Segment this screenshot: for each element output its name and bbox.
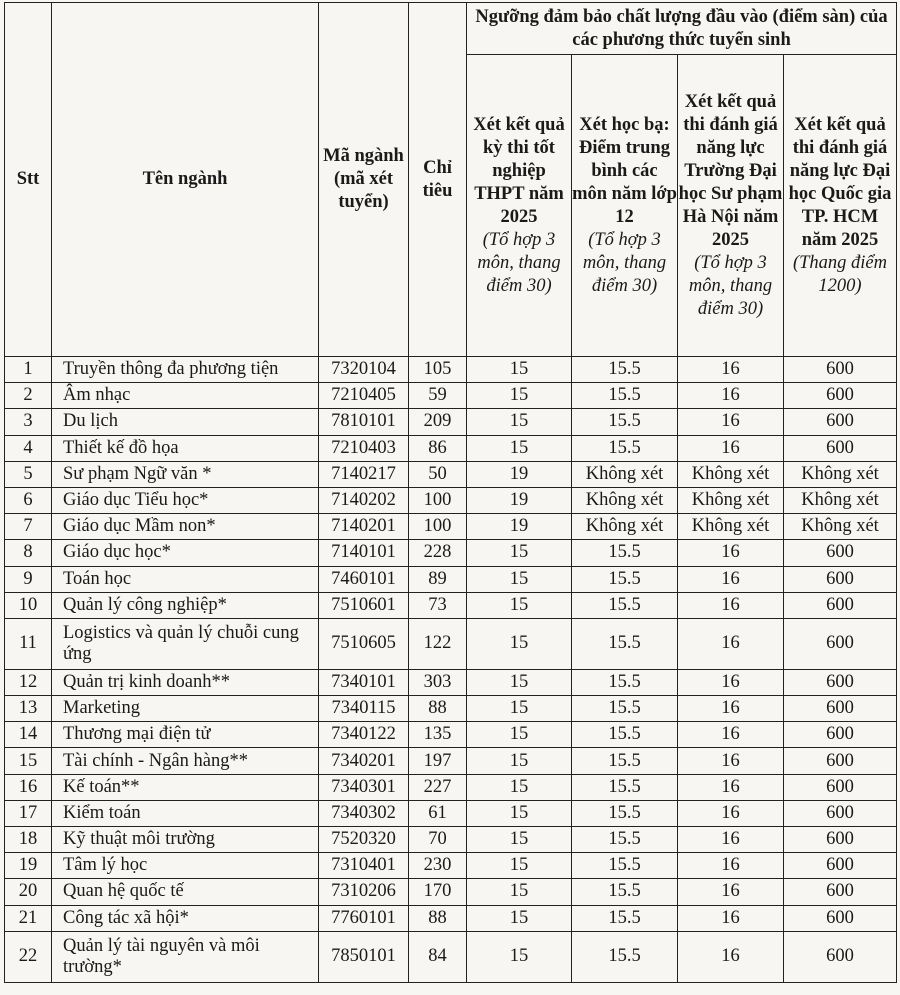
- table-row: [5, 722, 897, 748]
- cell-dgnl-hcm: 600: [784, 435, 897, 461]
- cell-thpt: 15: [467, 827, 572, 853]
- cell-major-code: 7340201: [319, 748, 409, 774]
- table-header: [5, 3, 897, 357]
- header-major-name: Tên ngành: [52, 3, 319, 357]
- cell-dgnl-hcm: 600: [784, 409, 897, 435]
- cell-dgnl-hcm: 600: [784, 905, 897, 931]
- cell-hoc-ba: 15.5: [572, 905, 678, 931]
- table-row: [5, 748, 897, 774]
- cell-major-code: 7210405: [319, 383, 409, 409]
- method-note: (Tổ hợp 3 môn, thang điểm 30): [688, 252, 773, 319]
- table-row: [5, 592, 897, 618]
- cell-dgnl-sp-hn: Không xét: [678, 487, 784, 513]
- cell-major-code: 7140101: [319, 540, 409, 566]
- cell-major-code: 7520320: [319, 827, 409, 853]
- cell-stt: 5: [5, 461, 52, 487]
- cell-major-name: Quản lý công nghiệp*: [52, 592, 319, 618]
- cell-dgnl-sp-hn: 16: [678, 540, 784, 566]
- cell-stt: 6: [5, 487, 52, 513]
- cell-major-name: Truyền thông đa phương tiện: [52, 357, 319, 383]
- cell-dgnl-sp-hn: 16: [678, 696, 784, 722]
- cell-dgnl-sp-hn: 16: [678, 722, 784, 748]
- cell-quota: 197: [409, 748, 467, 774]
- cell-hoc-ba: 15.5: [572, 357, 678, 383]
- cell-dgnl-sp-hn: 16: [678, 357, 784, 383]
- header-method-thpt: [467, 55, 572, 357]
- cell-thpt: 15: [467, 879, 572, 905]
- cell-thpt: 15: [467, 722, 572, 748]
- cell-thpt: 19: [467, 514, 572, 540]
- cell-hoc-ba: 15.5: [572, 409, 678, 435]
- table-row: [5, 618, 897, 669]
- cell-dgnl-sp-hn: 16: [678, 748, 784, 774]
- cell-major-code: 7510601: [319, 592, 409, 618]
- cell-hoc-ba: 15.5: [572, 774, 678, 800]
- table-row: [5, 566, 897, 592]
- cell-hoc-ba: Không xét: [572, 514, 678, 540]
- table-row: [5, 487, 897, 513]
- cell-quota: 228: [409, 540, 467, 566]
- cell-thpt: 15: [467, 748, 572, 774]
- cell-quota: 135: [409, 722, 467, 748]
- cell-dgnl-hcm: 600: [784, 800, 897, 826]
- cell-major-code: 7310206: [319, 879, 409, 905]
- cell-quota: 88: [409, 905, 467, 931]
- cell-stt: 7: [5, 514, 52, 540]
- cell-hoc-ba: 15.5: [572, 618, 678, 669]
- cell-hoc-ba: 15.5: [572, 748, 678, 774]
- cell-dgnl-sp-hn: 16: [678, 853, 784, 879]
- cell-thpt: 15: [467, 409, 572, 435]
- cell-major-code: 7340301: [319, 774, 409, 800]
- cell-major-name: Thương mại điện tử: [52, 722, 319, 748]
- cell-stt: 14: [5, 722, 52, 748]
- cell-dgnl-sp-hn: 16: [678, 879, 784, 905]
- cell-major-code: 7310401: [319, 853, 409, 879]
- cell-dgnl-hcm: 600: [784, 722, 897, 748]
- cell-dgnl-hcm: 600: [784, 618, 897, 669]
- cell-dgnl-sp-hn: 16: [678, 931, 784, 982]
- header-quota: Chỉ tiêu: [409, 3, 467, 357]
- cell-hoc-ba: 15.5: [572, 383, 678, 409]
- cell-major-name: Tâm lý học: [52, 853, 319, 879]
- cell-major-code: 7810101: [319, 409, 409, 435]
- method-title: Xét kết quả thi đánh giá năng lực Trường Đại học Sư phạm Hà Nội năm 2025: [678, 91, 783, 250]
- cell-major-name: Giáo dục học*: [52, 540, 319, 566]
- cell-quota: 170: [409, 879, 467, 905]
- cell-quota: 88: [409, 696, 467, 722]
- method-title: Xét học bạ: Điểm trung bình các môn năm lớp 12: [572, 114, 677, 227]
- admission-table: [4, 2, 897, 983]
- cell-major-code: 7510605: [319, 618, 409, 669]
- cell-thpt: 19: [467, 487, 572, 513]
- cell-major-code: 7340115: [319, 696, 409, 722]
- cell-hoc-ba: 15.5: [572, 722, 678, 748]
- cell-dgnl-sp-hn: 16: [678, 774, 784, 800]
- cell-hoc-ba: 15.5: [572, 540, 678, 566]
- cell-quota: 59: [409, 383, 467, 409]
- cell-hoc-ba: 15.5: [572, 592, 678, 618]
- method-title: Xét kết quả kỳ thi tốt nghiệp THPT năm 2025: [473, 114, 565, 227]
- cell-dgnl-hcm: Không xét: [784, 487, 897, 513]
- table-row: [5, 774, 897, 800]
- cell-thpt: 15: [467, 383, 572, 409]
- method-title: Xét kết quả thi đánh giá năng lực Đại học Quốc gia TP. HCM năm 2025: [788, 114, 892, 250]
- cell-quota: 70: [409, 827, 467, 853]
- cell-stt: 16: [5, 774, 52, 800]
- cell-stt: 18: [5, 827, 52, 853]
- cell-stt: 2: [5, 383, 52, 409]
- cell-dgnl-sp-hn: 16: [678, 566, 784, 592]
- cell-stt: 4: [5, 435, 52, 461]
- table-body: [5, 357, 897, 983]
- cell-dgnl-hcm: 600: [784, 357, 897, 383]
- cell-stt: 11: [5, 618, 52, 669]
- cell-major-name: Giáo dục Tiểu học*: [52, 487, 319, 513]
- cell-dgnl-hcm: 600: [784, 383, 897, 409]
- cell-major-name: Toán học: [52, 566, 319, 592]
- table-row: [5, 383, 897, 409]
- cell-quota: 84: [409, 931, 467, 982]
- cell-quota: 303: [409, 669, 467, 695]
- method-note: (Tổ hợp 3 môn, thang điểm 30): [582, 229, 667, 296]
- cell-dgnl-hcm: 600: [784, 748, 897, 774]
- cell-major-code: 7340101: [319, 669, 409, 695]
- cell-hoc-ba: 15.5: [572, 566, 678, 592]
- table-row: [5, 461, 897, 487]
- cell-dgnl-hcm: 600: [784, 669, 897, 695]
- cell-dgnl-sp-hn: Không xét: [678, 461, 784, 487]
- method-note: (Tổ hợp 3 môn, thang điểm 30): [477, 229, 561, 296]
- cell-dgnl-hcm: 600: [784, 853, 897, 879]
- cell-quota: 100: [409, 514, 467, 540]
- cell-thpt: 15: [467, 905, 572, 931]
- cell-major-name: Kiểm toán: [52, 800, 319, 826]
- cell-major-name: Quan hệ quốc tế: [52, 879, 319, 905]
- cell-thpt: 15: [467, 566, 572, 592]
- table-row: [5, 514, 897, 540]
- cell-thpt: 15: [467, 800, 572, 826]
- cell-major-code: 7320104: [319, 357, 409, 383]
- cell-stt: 13: [5, 696, 52, 722]
- cell-stt: 22: [5, 931, 52, 982]
- header-method-dgnl-sp-hn: [678, 55, 784, 357]
- cell-thpt: 15: [467, 853, 572, 879]
- cell-hoc-ba: 15.5: [572, 800, 678, 826]
- header-threshold-group: Ngưỡng đảm bảo chất lượng đầu vào (điểm sàn) của các phương thức tuyển sinh: [467, 3, 897, 55]
- table-row: [5, 853, 897, 879]
- cell-major-name: Quản lý tài nguyên và môi trường*: [52, 931, 319, 982]
- cell-major-code: 7210403: [319, 435, 409, 461]
- cell-major-code: 7140217: [319, 461, 409, 487]
- cell-major-code: 7340122: [319, 722, 409, 748]
- header-major-code: Mã ngành (mã xét tuyển): [319, 3, 409, 357]
- cell-major-name: Du lịch: [52, 409, 319, 435]
- cell-stt: 19: [5, 853, 52, 879]
- cell-thpt: 15: [467, 618, 572, 669]
- table-row: [5, 409, 897, 435]
- cell-quota: 61: [409, 800, 467, 826]
- cell-dgnl-hcm: 600: [784, 566, 897, 592]
- cell-quota: 86: [409, 435, 467, 461]
- cell-stt: 17: [5, 800, 52, 826]
- cell-major-name: Âm nhạc: [52, 383, 319, 409]
- cell-hoc-ba: 15.5: [572, 435, 678, 461]
- cell-dgnl-hcm: 600: [784, 696, 897, 722]
- cell-major-name: Giáo dục Mầm non*: [52, 514, 319, 540]
- cell-major-name: Quản trị kinh doanh**: [52, 669, 319, 695]
- cell-stt: 20: [5, 879, 52, 905]
- cell-major-name: Logistics và quản lý chuỗi cung ứng: [52, 618, 319, 669]
- cell-dgnl-hcm: Không xét: [784, 461, 897, 487]
- cell-quota: 50: [409, 461, 467, 487]
- cell-major-code: 7340302: [319, 800, 409, 826]
- cell-thpt: 15: [467, 931, 572, 982]
- cell-thpt: 15: [467, 540, 572, 566]
- cell-quota: 73: [409, 592, 467, 618]
- cell-dgnl-hcm: 600: [784, 879, 897, 905]
- table-row: [5, 435, 897, 461]
- table-row: [5, 879, 897, 905]
- cell-hoc-ba: 15.5: [572, 931, 678, 982]
- cell-thpt: 15: [467, 696, 572, 722]
- cell-major-name: Thiết kế đồ họa: [52, 435, 319, 461]
- table-row: [5, 696, 897, 722]
- cell-stt: 21: [5, 905, 52, 931]
- table-row: [5, 669, 897, 695]
- cell-major-code: 7140202: [319, 487, 409, 513]
- cell-dgnl-sp-hn: 16: [678, 669, 784, 695]
- cell-quota: 227: [409, 774, 467, 800]
- cell-major-name: Kỹ thuật môi trường: [52, 827, 319, 853]
- cell-hoc-ba: Không xét: [572, 461, 678, 487]
- cell-major-code: 7760101: [319, 905, 409, 931]
- cell-quota: 89: [409, 566, 467, 592]
- cell-major-name: Tài chính - Ngân hàng**: [52, 748, 319, 774]
- table-row: [5, 800, 897, 826]
- cell-thpt: 19: [467, 461, 572, 487]
- table-row: [5, 931, 897, 982]
- header-stt: Stt: [5, 3, 52, 357]
- table-row: [5, 540, 897, 566]
- cell-dgnl-sp-hn: 16: [678, 592, 784, 618]
- cell-major-name: Công tác xã hội*: [52, 905, 319, 931]
- cell-dgnl-sp-hn: 16: [678, 435, 784, 461]
- cell-quota: 230: [409, 853, 467, 879]
- cell-stt: 9: [5, 566, 52, 592]
- cell-major-name: Kế toán**: [52, 774, 319, 800]
- cell-stt: 12: [5, 669, 52, 695]
- cell-quota: 209: [409, 409, 467, 435]
- cell-hoc-ba: 15.5: [572, 853, 678, 879]
- header-method-dgnl-hcm: [784, 55, 897, 357]
- cell-hoc-ba: 15.5: [572, 696, 678, 722]
- cell-hoc-ba: 15.5: [572, 879, 678, 905]
- cell-dgnl-sp-hn: 16: [678, 800, 784, 826]
- cell-hoc-ba: Không xét: [572, 487, 678, 513]
- cell-quota: 100: [409, 487, 467, 513]
- cell-dgnl-sp-hn: 16: [678, 383, 784, 409]
- cell-quota: 122: [409, 618, 467, 669]
- cell-quota: 105: [409, 357, 467, 383]
- cell-thpt: 15: [467, 592, 572, 618]
- cell-hoc-ba: 15.5: [572, 827, 678, 853]
- cell-dgnl-sp-hn: 16: [678, 905, 784, 931]
- cell-thpt: 15: [467, 774, 572, 800]
- cell-dgnl-sp-hn: 16: [678, 409, 784, 435]
- table-row: [5, 827, 897, 853]
- cell-dgnl-hcm: 600: [784, 774, 897, 800]
- cell-thpt: 15: [467, 435, 572, 461]
- cell-dgnl-sp-hn: Không xét: [678, 514, 784, 540]
- table-row: [5, 905, 897, 931]
- cell-stt: 8: [5, 540, 52, 566]
- cell-stt: 1: [5, 357, 52, 383]
- cell-stt: 3: [5, 409, 52, 435]
- cell-stt: 10: [5, 592, 52, 618]
- cell-dgnl-hcm: 600: [784, 592, 897, 618]
- cell-dgnl-hcm: 600: [784, 931, 897, 982]
- cell-major-code: 7850101: [319, 931, 409, 982]
- cell-dgnl-hcm: 600: [784, 540, 897, 566]
- table-row: [5, 357, 897, 383]
- cell-major-name: Sư phạm Ngữ văn *: [52, 461, 319, 487]
- cell-dgnl-hcm: 600: [784, 827, 897, 853]
- cell-major-code: 7140201: [319, 514, 409, 540]
- cell-dgnl-hcm: Không xét: [784, 514, 897, 540]
- cell-major-name: Marketing: [52, 696, 319, 722]
- method-note: (Thang điểm 1200): [792, 252, 888, 296]
- header-method-hoc-ba: [572, 55, 678, 357]
- cell-hoc-ba: 15.5: [572, 669, 678, 695]
- cell-stt: 15: [5, 748, 52, 774]
- cell-thpt: 15: [467, 357, 572, 383]
- cell-thpt: 15: [467, 669, 572, 695]
- cell-dgnl-sp-hn: 16: [678, 827, 784, 853]
- cell-major-code: 7460101: [319, 566, 409, 592]
- cell-dgnl-sp-hn: 16: [678, 618, 784, 669]
